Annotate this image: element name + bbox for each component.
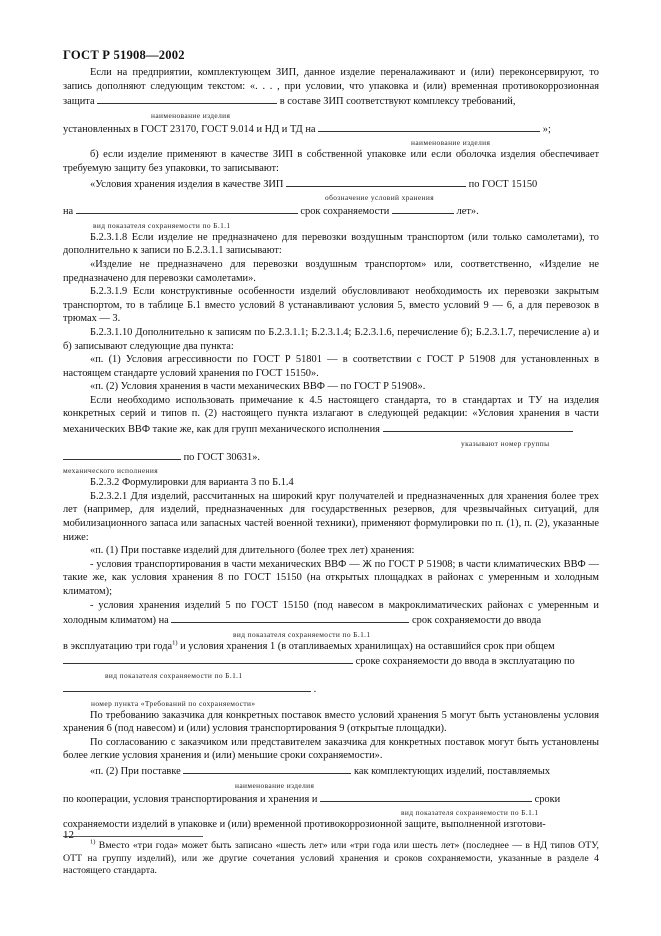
blank-field (392, 203, 454, 214)
text: сроки (534, 793, 561, 805)
text: »; (542, 123, 551, 135)
paragraph: Б.2.3.2.1 Для изделий, рассчитанных на широкий круг получателей и предназначенных для хранения более трех лет (например, для изделий, предназначенных для государственных резервов, для чрезвычайных ситуаций, для мобилизационного запаса или запасных частей военной техники), применяют формулировки по п. (1), п. (2), указанные ниже: (63, 490, 599, 543)
text: лет». (456, 206, 479, 218)
field-caption: указывают номер группы (461, 438, 550, 448)
text: по ГОСТ 15150 (468, 178, 538, 190)
text: срок сохраняемости до ввода (412, 615, 542, 627)
field-caption: механического исполнения (63, 466, 159, 476)
paragraph (63, 791, 599, 807)
text: в составе ЗИП соответствуют комплексу требований, (279, 96, 516, 108)
blank-field (171, 612, 409, 623)
text: и условия хранения 1 (в отапливаемых хранилищах) на оставшийся срок при общем (180, 640, 555, 652)
field-caption: наименование изделия (151, 110, 231, 120)
footnote-text: Вместо «три года» может быть записано «шесть лет» или «три года или шесть лет» (последнее — в НД типов ОТУ, ОТТ на группу изделий), или же другие сочетания условий хранения и сроков сохраняемости, указанные в разделе 4 настоящего стандарта. (63, 839, 599, 877)
footnote-separator (63, 836, 203, 837)
text: установленных в ГОСТ 23170, ГОСТ 9.014 и НД и ТД на (63, 123, 316, 135)
blank-field (320, 791, 532, 802)
paragraph: - условия транспортирования в части механических ВВФ — Ж по ГОСТ Р 51908; в части климатических ВВФ — такие же, как условия хранения 8 по ГОСТ 15150 (на открытых площадках в районах с умеренным и холодным климатом); (63, 558, 599, 597)
blank-field (318, 121, 540, 132)
blank-field (183, 763, 351, 774)
standard-header: ГОСТ Р 51908—2002 (63, 48, 185, 62)
paragraph: По согласованию с заказчиком или представителем заказчика для конкретных поставок могут быть установлены более легкие условия хранения и (или) меньшие сроки сохраняемости». (63, 736, 599, 762)
text: на (63, 206, 74, 218)
text: как комплектующих изделий, поставляемых (353, 765, 551, 777)
paragraph (63, 66, 599, 109)
blank-field (97, 93, 277, 104)
paragraph: Б.2.3.1.8 Если изделие не предназначено для перевозки воздушным транспортом (или только самолетами), то дополнительно к записи по Б.2.3.1.1 записывают: (63, 231, 599, 257)
field-caption: вид показателя сохраняемости по Б.1.1 (233, 629, 371, 639)
field-caption: вид показателя сохраняемости по Б.1.1 (93, 220, 231, 230)
field-caption: наименование изделия (235, 780, 315, 790)
page-number: 12 (63, 829, 74, 841)
paragraph (63, 394, 599, 437)
paragraph: «п. (1) При поставке изделий для длительного (более трех лет) хранения: (90, 545, 415, 557)
blank-field (63, 653, 353, 664)
blank-field (63, 681, 311, 692)
footnote (63, 840, 599, 878)
document-body (63, 66, 599, 878)
text: по ГОСТ 30631». (183, 451, 260, 463)
paragraph (63, 640, 599, 654)
text: . (313, 683, 317, 695)
paragraph (63, 599, 599, 628)
paragraph: б) если изделие применяют в качестве ЗИП в собственной упаковке или если оболочка изделия обеспечивает требуемую защиту без упаковки, то записывают: (63, 149, 599, 174)
paragraph (63, 653, 599, 669)
blank-field (286, 176, 466, 187)
paragraph (63, 176, 599, 192)
footnote-marker: 1) (90, 838, 96, 846)
text: Если необходимо использовать примечание к 4.5 настоящего стандарта, то в стандартах и ТУ на изделия конкретных серий и типов п. (2) настоящего пункта излагают в следующей редакции: «Условия хранения в части механических ВВФ такие же, как для групп механического исполнения (63, 394, 599, 436)
paragraph (63, 449, 599, 465)
blank-field (383, 421, 573, 432)
blank-field (76, 203, 298, 214)
paragraph: «п. (1) Условия агрессивности по ГОСТ Р 51801 — в соответствии с ГОСТ Р 51908 для установленных в настоящем стандарте условий хранения по ГОСТ 15150». (63, 354, 599, 379)
paragraph: Б.2.3.1.10 Дополнительно к записям по Б.2.3.1.1; Б.2.3.1.4; Б.2.3.1.6, перечисление б); Б.2.3.1.7, перечисление а) и б) записывают следующие два пункта: (63, 326, 599, 352)
field-caption: обозначение условий хранения (325, 193, 435, 203)
footnote-marker: 1) (172, 639, 178, 647)
field-caption: наименование изделия (411, 138, 491, 148)
paragraph: По требованию заказчика для конкретных поставок вместо условий хранения 5 могут быть установлены условия хранения 6 (под навесом) и (или) условия транспортирования 9 (открытые площадки). (63, 709, 599, 735)
text: «п. (2) При поставке (90, 765, 181, 777)
paragraph: Б.2.3.1.9 Если конструктивные особенности изделий обусловливают необходимость их перевозки закрытым транспортом, то в таблице Б.1 вместо условий 8 устанавливают условия 5, вместо условий 9 — 6, а для перевозок в трюмах — 3. (63, 286, 599, 325)
paragraph (63, 763, 599, 779)
paragraph: сохраняемости изделий в упаковке и (или) временной противокоррозионной защите, выполненной изготови- (63, 819, 546, 831)
text: по кооперации, условия транспортирования и хранения и (63, 793, 318, 805)
field-caption: номер пункта «Требований по сохраняемости» (91, 698, 256, 708)
text: «Условия хранения изделия в качестве ЗИП (90, 178, 284, 190)
paragraph: «п. (2) Условия хранения в части механических ВВФ — по ГОСТ Р 51908». (90, 381, 426, 393)
field-caption: вид показателя сохраняемости по Б.1.1 (401, 808, 539, 818)
text: в эксплуатацию три года (63, 640, 173, 652)
text: срок сохраняемости (300, 206, 390, 218)
text: - условия хранения изделий 5 по ГОСТ 15150 (под навесом в макроклиматических районах с умеренным и холодным климатом) на (63, 599, 599, 627)
text: сроке сохраняемости до ввода в эксплуатацию по (355, 656, 575, 668)
paragraph (63, 681, 599, 697)
paragraph (63, 121, 599, 137)
section-heading: Б.2.3.2 Формулировки для варианта 3 по Б.1.4 (90, 477, 294, 489)
blank-field (63, 449, 181, 460)
paragraph (63, 203, 599, 219)
paragraph: «Изделие не предназначено для перевозки воздушным транспортом» или, соответственно, «Изделие не предназначено для перевозки самолетами». (63, 258, 599, 284)
field-caption: вид показателя сохраняемости по Б.1.1 (105, 670, 243, 680)
text: Если на предприятии, комплектующем ЗИП, данное изделие переналаживают и (или) переконсервируют, то запись дополняют следующим текстом: «. . . , при условии, что упаковка и (или) временная противокоррозионная защита (63, 67, 599, 108)
